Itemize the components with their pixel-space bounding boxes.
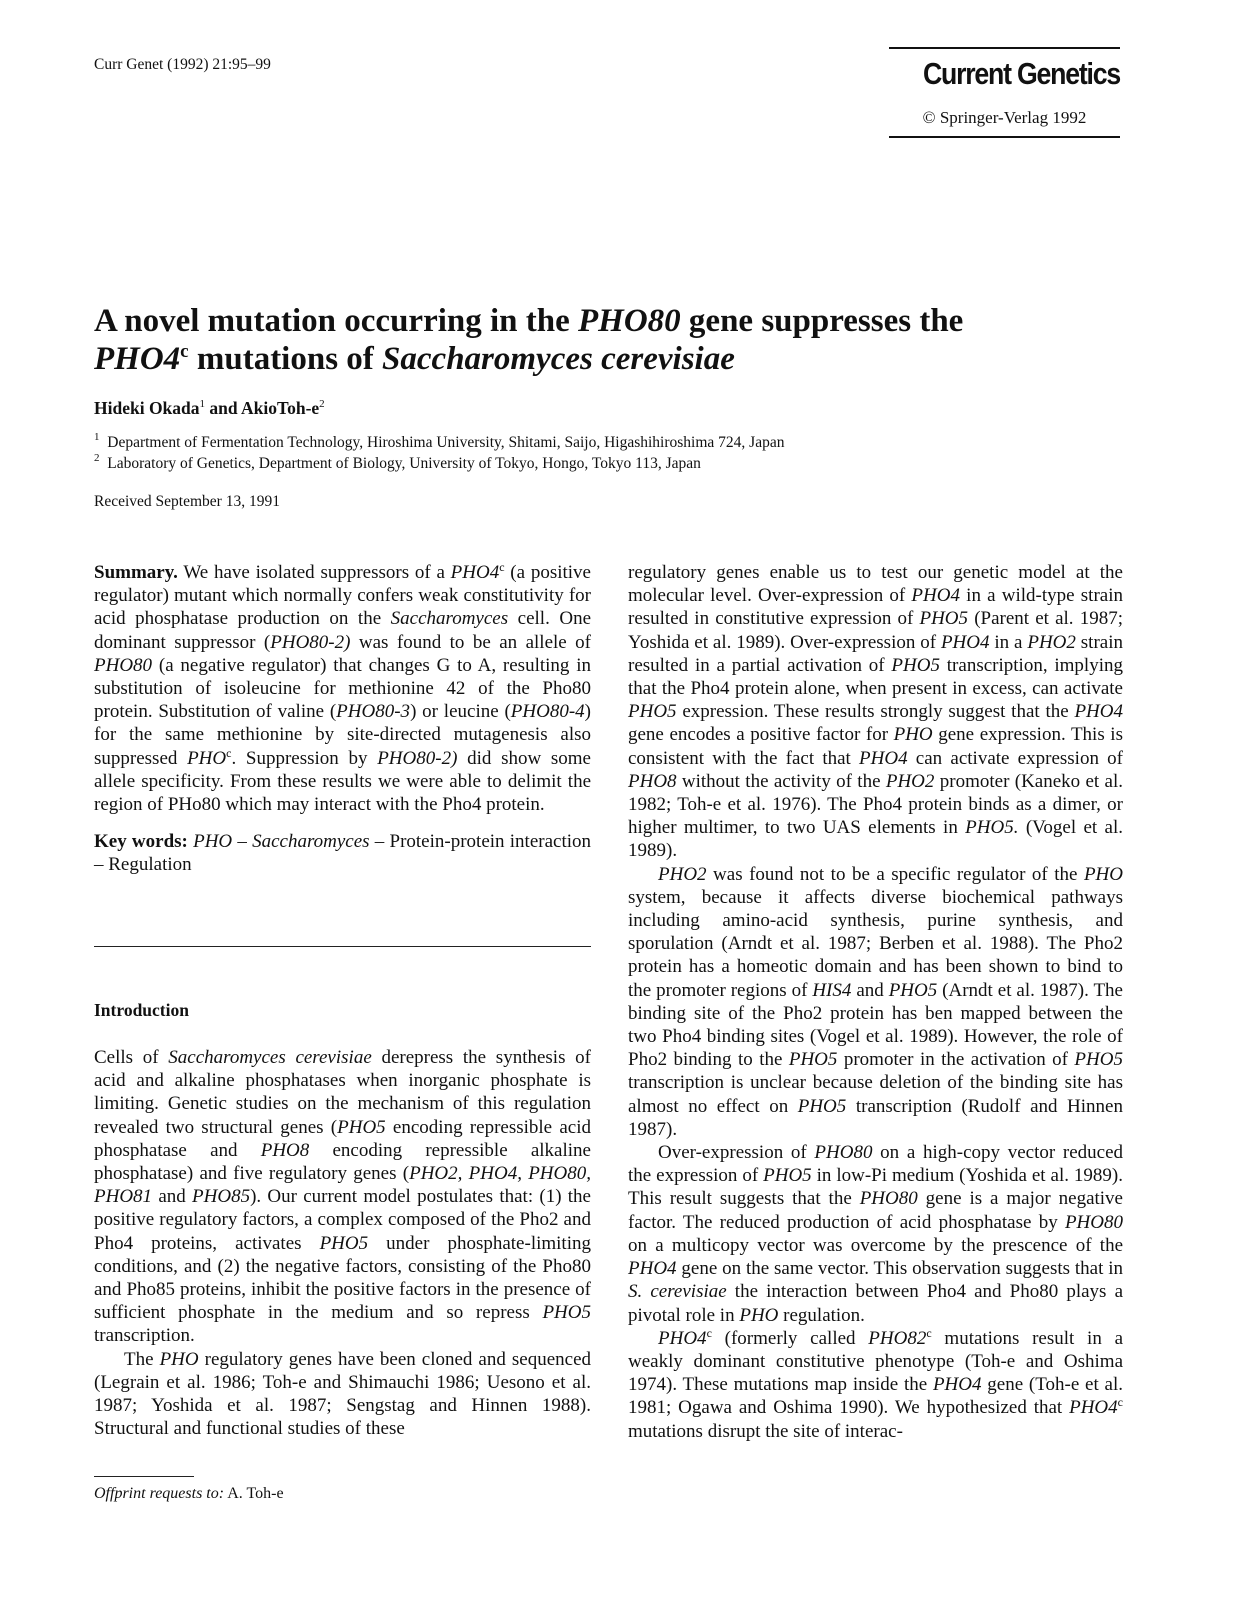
affiliation-1: $^1$ Department of Fermentation Technology, Hiroshima University, Shitami, Saijo, Higashihiroshima 724, Japan xyxy=(94,431,785,451)
received-date: Received September 13, 1991 xyxy=(94,493,280,510)
intro-paragraph-1: Cells of Saccharomyces cerevisiae derepress the synthesis of acid and alkaline phosphatases when inorganic phosphate is limiting. Genetic studies on the mechanism of this regulation revealed two structural genes (PHO5 encoding repressible acid phosphatase and PHO8 encoding repressible alkaline phosphatase) and five regulatory genes (PHO2, PHO4, PHO80, PHO81 and PHO85). Our current model postulates that: (1) the positive regulatory factors, a complex composed of the Pho2 and Pho4 proteins, activates PHO5 under phosphate-limiting conditions, and (2) the negative factors, consisting of the Pho80 and Pho85 proteins, inhibit the positive factors in the presence of sufficient phosphate in the medium and so repress PHO5 transcription. xyxy=(94,1047,591,1347)
offprint-footnote: Offprint requests to: A. Toh-e xyxy=(94,1485,284,1502)
introduction-body xyxy=(94,1046,591,1440)
intro-paragraph-2: The PHO regulatory genes have been cloned and sequenced (Legrain et al. 1986; Toh-e and Shimauchi 1986; Uesono et al. 1987; Yoshida et al. 1987; Sengstag and Hinnen 1988). Structural and functional studies of these xyxy=(94,1348,591,1440)
body-paragraph: regulatory genes enable us to test our genetic model at the molecular level. Over-expression of PHO4 in a wild-type strain resulted in constitutive expression of PHO5 (Parent et al. 1987; Yoshida et al. 1989). Over-expression of PHO4 in a PHO2 strain resulted in a partial activation of PHO5 transcription, implying that the Pho4 protein alone, when present in excess, can activate PHO5 expression. These results strongly suggest that the PHO4 gene encodes a positive factor for PHO gene expression. This is consistent with the fact that PHO4 can activate expression of PHO8 without the activity of the PHO2 promoter (Kaneko et al. 1982; Toh-e et al. 1976). The Pho4 protein binds as a dimer, or higher multimer, to two UAS elements in PHO5. (Vogel et al. 1989). xyxy=(628,562,1123,862)
introduction-heading: Introduction xyxy=(94,1000,189,1020)
article-title xyxy=(94,302,1154,378)
author-name: AkioToh-e xyxy=(241,398,320,418)
journal-citation: Curr Genet (1992) 21:95–99 xyxy=(94,56,271,73)
summary-paragraph: Summary. We have isolated suppressors of a PHO4$^c$ (a positive regulator) mutant which normally confers weak constitutivity for acid phosphatase production on the Saccharomyces cell. One dominant suppressor (PHO80-2) was found to be an allele of PHO80 (a negative regulator) that changes G to A, resulting in substitution of isoleucine for methionine 42 of the Pho80 protein. Substitution of valine (PHO80-3) or leucine (PHO80-4) for the same methionine by site-directed mutagenesis also suppressed PHO$^c$. Suppression by PHO80-2) did show some allele specificity. From these results we were able to delimit the region of PHo80 which may interact with the Pho4 protein. xyxy=(94,560,592,816)
header-rule-bottom xyxy=(889,136,1120,138)
keywords: Key words: PHO – Saccharomyces – Protein-protein interaction – Regulation xyxy=(94,831,591,876)
author-list: Hideki Okada$^1$ and AkioToh-$e^2$ xyxy=(94,398,325,418)
body-paragraph: PHO4$^c$ (formerly called PHO82$^c$ mutations result in a weakly dominant constitutive phenotype (Toh-e and Oshima 1974). These mutations map inside the PHO4 gene (Toh-e et al. 1981; Ogawa and Oshima 1990). We hypothesized that PHO4$^c$ mutations disrupt the site of interac- xyxy=(628,1325,1124,1442)
title-line-1: A novel mutation occurring in the PHO80 gene suppresses the xyxy=(94,303,964,339)
author-name: Hideki Okada xyxy=(94,398,200,418)
footnote-rule xyxy=(94,1476,194,1477)
publisher-copyright: © Springer-Verlag 1992 xyxy=(922,108,1087,127)
affiliation-2: $^2$ Laboratory of Genetics, Department of Biology, University of Tokyo, Hongo, Tokyo 113, Japan xyxy=(94,452,701,472)
body-paragraph: PHO2 was found not to be a specific regulator of the PHO system, because it affects diverse biochemical pathways including amino-acid synthesis, purine synthesis, and sporulation (Arndt et al. 1987; Berben et al. 1988). The Pho2 protein has a homeotic domain and has been shown to bind to the promoter regions of HIS4 and PHO5 (Arndt et al. 1987). The binding site of the Pho2 protein has ben mapped between the two Pho4 binding sites (Vogel et al. 1989). However, the role of Pho2 binding to the PHO5 promoter in the activation of PHO5 transcription is unclear because deletion of the binding site has almost no effect on PHO5 transcription (Rudolf and Hinnen 1987). xyxy=(628,863,1123,1140)
right-column-text xyxy=(628,561,1123,1443)
journal-title: Current Genetics xyxy=(922,56,1120,91)
title-line-2: PHO4$^c$ mutations of Saccharomyces cerevisiae xyxy=(94,341,735,377)
summary-section xyxy=(94,561,591,877)
affiliations xyxy=(94,432,784,474)
body-paragraph: Over-expression of PHO80 on a high-copy vector reduced the expression of PHO5 in low-Pi medium (Yoshida et al. 1989). This result suggests that the PHO80 gene is a major negative factor. The reduced production of acid phosphatase by PHO80 on a multicopy vector was overcome by the prescence of the PHO4 gene on the same vector. This observation suggests that in S. cerevisiae the interaction between Pho4 and Pho80 plays a pivotal role in PHO regulation. xyxy=(628,1142,1124,1326)
keywords-rule xyxy=(94,946,591,947)
header-rule-top xyxy=(889,47,1120,49)
